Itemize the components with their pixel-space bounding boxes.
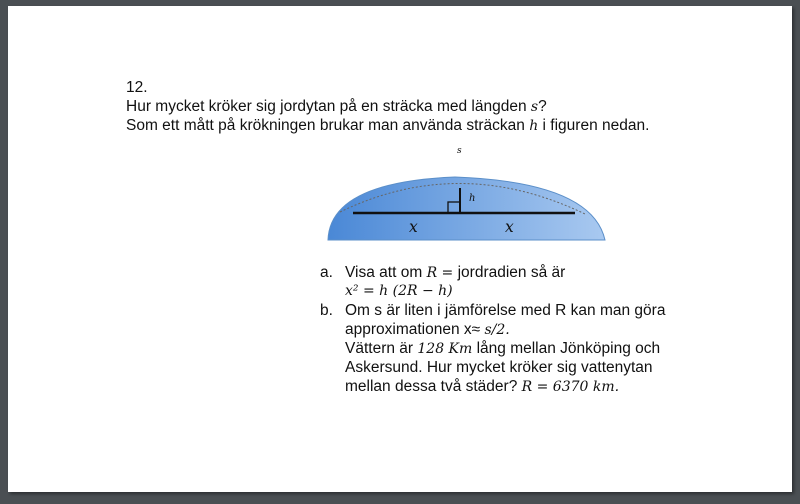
part-a-formula: x² = h (2R − h) [345, 283, 453, 299]
problem-number: 12. [126, 79, 148, 96]
text: lång mellan Jönköping och [472, 340, 661, 357]
text: Hur mycket kröker sig jordytan på en sträcka med längden [126, 98, 531, 115]
label-h: h [469, 193, 476, 204]
document-page [8, 6, 792, 492]
part-b-line-3 [345, 339, 660, 359]
text: i figuren nedan. [538, 117, 650, 134]
part-b-line-5 [345, 377, 619, 397]
earth-segment [328, 177, 605, 240]
part-b-line-2 [345, 320, 510, 340]
text: Vättern är [345, 340, 418, 357]
part-b-marker: b. [320, 302, 333, 319]
part-b-line-1: Om s är liten i jämförelse med R kan man göra [345, 302, 666, 319]
text: ? [538, 98, 547, 115]
var-h: h [529, 118, 539, 134]
part-a-marker: a. [320, 264, 333, 281]
problem-line-2 [126, 116, 649, 136]
text: jordradien så är [453, 264, 566, 281]
part-a-line-1 [345, 263, 565, 283]
math: s/2. [484, 322, 510, 338]
label-x-left: x [409, 218, 418, 236]
math: 128 Km [417, 341, 473, 357]
label-x-right: x [505, 218, 514, 236]
problem-line-1 [126, 97, 547, 117]
text: approximationen x≈ [345, 321, 485, 338]
part-b-line-4: Askersund. Hur mycket kröker sig vattenytan [345, 359, 653, 376]
text: mellan dessa två städer? [345, 378, 522, 395]
text: Som ett mått på krökningen brukar man använda sträckan [126, 117, 530, 134]
math: R = [426, 265, 454, 281]
label-s: s [457, 146, 462, 156]
var-s: s [530, 99, 539, 115]
math: R = 6370 km. [521, 379, 620, 395]
text: Visa att om [345, 264, 427, 281]
